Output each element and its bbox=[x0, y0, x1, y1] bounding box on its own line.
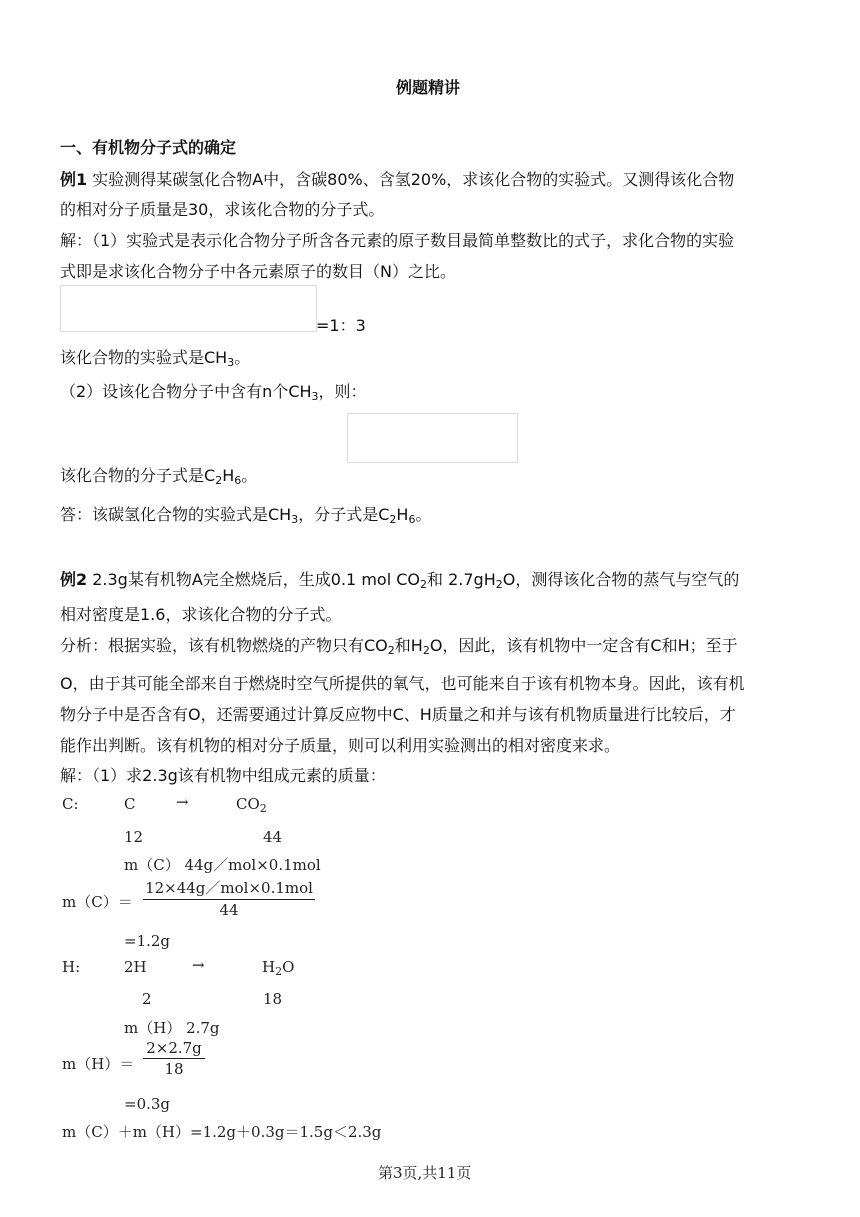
empirical-formula-line: 该化合物的实验式是$CH_3$。 bbox=[60, 348, 251, 369]
co2-formula: $CO_2$ bbox=[236, 795, 267, 815]
example1-answer: 答：该碳氢化合物的实验式是$CH_3$，分子式是$C_2H_6$。 bbox=[60, 505, 432, 526]
co2-mass-44: 44 bbox=[263, 828, 283, 846]
carbon-label: C: bbox=[62, 795, 79, 813]
mass-sum-line: m（C）＋m（H）=1.2g＋0.3g＝1.5g＜2.3g bbox=[62, 1123, 382, 1141]
formula-image-placeholder-2 bbox=[347, 413, 518, 463]
carbon-equation-lhs: m（C）＝ bbox=[62, 893, 133, 911]
example1-solution-line2: 式即是求该化合物分子中各元素原子的数目（N）之比。 bbox=[60, 262, 456, 281]
arrow-icon: → bbox=[176, 793, 189, 811]
carbon-symbol: C bbox=[124, 795, 136, 813]
molecular-formula-line: 该化合物的分子式是$C_2H_6$。 bbox=[60, 466, 258, 487]
example2-solution-line1: 解：（1）求2.3g该有机物中组成元素的质量： bbox=[60, 766, 386, 785]
carbon-denominator: 44 bbox=[219, 901, 239, 919]
analysis-line1: 分析：根据实验，该有机物燃烧的产物只有$CO_2$和$H_2O$，因此，该有机物中一定含有C和H；至于 bbox=[60, 636, 738, 657]
example2-question-line1: 例2 2.3g某有机物A完全燃烧后，生成0.1 mol $CO_2$和 $2.7gH_2O$，测得该化合物的蒸气与空气的 bbox=[60, 570, 740, 591]
h2o-mass-18: 18 bbox=[263, 990, 283, 1008]
hydrogen-proportion-line: m（H） 2.7g bbox=[124, 1019, 220, 1037]
example1-solution-line1: 解：（1）实验式是表示化合物分子所含各元素的原子数目最简单整数比的式子，求化合物的实验 bbox=[60, 231, 735, 250]
example2-label: 例2 bbox=[60, 570, 88, 589]
analysis-line2: O，由于其可能全部来自于燃烧时空气所提供的氧气，也可能来自于该有机物本身。因此，该有机 bbox=[60, 674, 745, 693]
example2-question-line2: 相对密度是1.6，求该化合物的分子式。 bbox=[60, 605, 342, 624]
hydrogen-fraction bbox=[143, 1039, 205, 1078]
carbon-proportion-line: m（C） 44g／mol×0.1mol bbox=[124, 856, 321, 874]
hydrogen-mass-2: 2 bbox=[142, 990, 152, 1008]
carbon-numerator: 12×44g／mol×0.1mol bbox=[143, 877, 315, 900]
example1-label: 例1 bbox=[60, 170, 88, 189]
page-title: 例题精讲 bbox=[396, 78, 461, 97]
carbon-mass-12: 12 bbox=[124, 828, 144, 846]
part2-line: （2）设该化合物分子中含有n个$CH_3$，则： bbox=[60, 382, 367, 403]
analysis-line3: 物分子中是否含有O，还需要通过计算反应物中C、H质量之和并与该有机物质量进行比较后，才 bbox=[60, 705, 736, 724]
ratio-result: =1：3 bbox=[316, 316, 366, 335]
hydrogen-denominator: 18 bbox=[164, 1060, 184, 1078]
hydrogen-equation-lhs: m（H）＝ bbox=[62, 1055, 135, 1073]
hydrogen-symbol: 2H bbox=[124, 958, 147, 976]
example1-question-line1: 例1 实验测得某碳氢化合物A中，含碳80%、含氢20%，求该化合物的实验式。又测得该化合物 bbox=[60, 170, 735, 189]
carbon-fraction bbox=[143, 877, 315, 919]
formula-image-placeholder bbox=[60, 285, 317, 332]
section-heading: 一、有机物分子式的确定 bbox=[60, 138, 237, 157]
hydrogen-numerator: 2×2.7g bbox=[143, 1039, 205, 1059]
analysis-line4: 能作出判断。该有机物的相对分子质量，则可以利用实验测出的相对密度来求。 bbox=[60, 736, 621, 755]
page-number: 第3页,共11页 bbox=[378, 1164, 472, 1182]
hydrogen-result: =0.3g bbox=[124, 1095, 171, 1113]
example1-question-line2: 的相对分子质量是30，求该化合物的分子式。 bbox=[60, 200, 385, 219]
h2o-formula: $H_2O$ bbox=[262, 958, 295, 978]
hydrogen-label: H: bbox=[62, 958, 81, 976]
arrow-icon-2: → bbox=[192, 956, 205, 974]
carbon-result: =1.2g bbox=[124, 932, 171, 950]
